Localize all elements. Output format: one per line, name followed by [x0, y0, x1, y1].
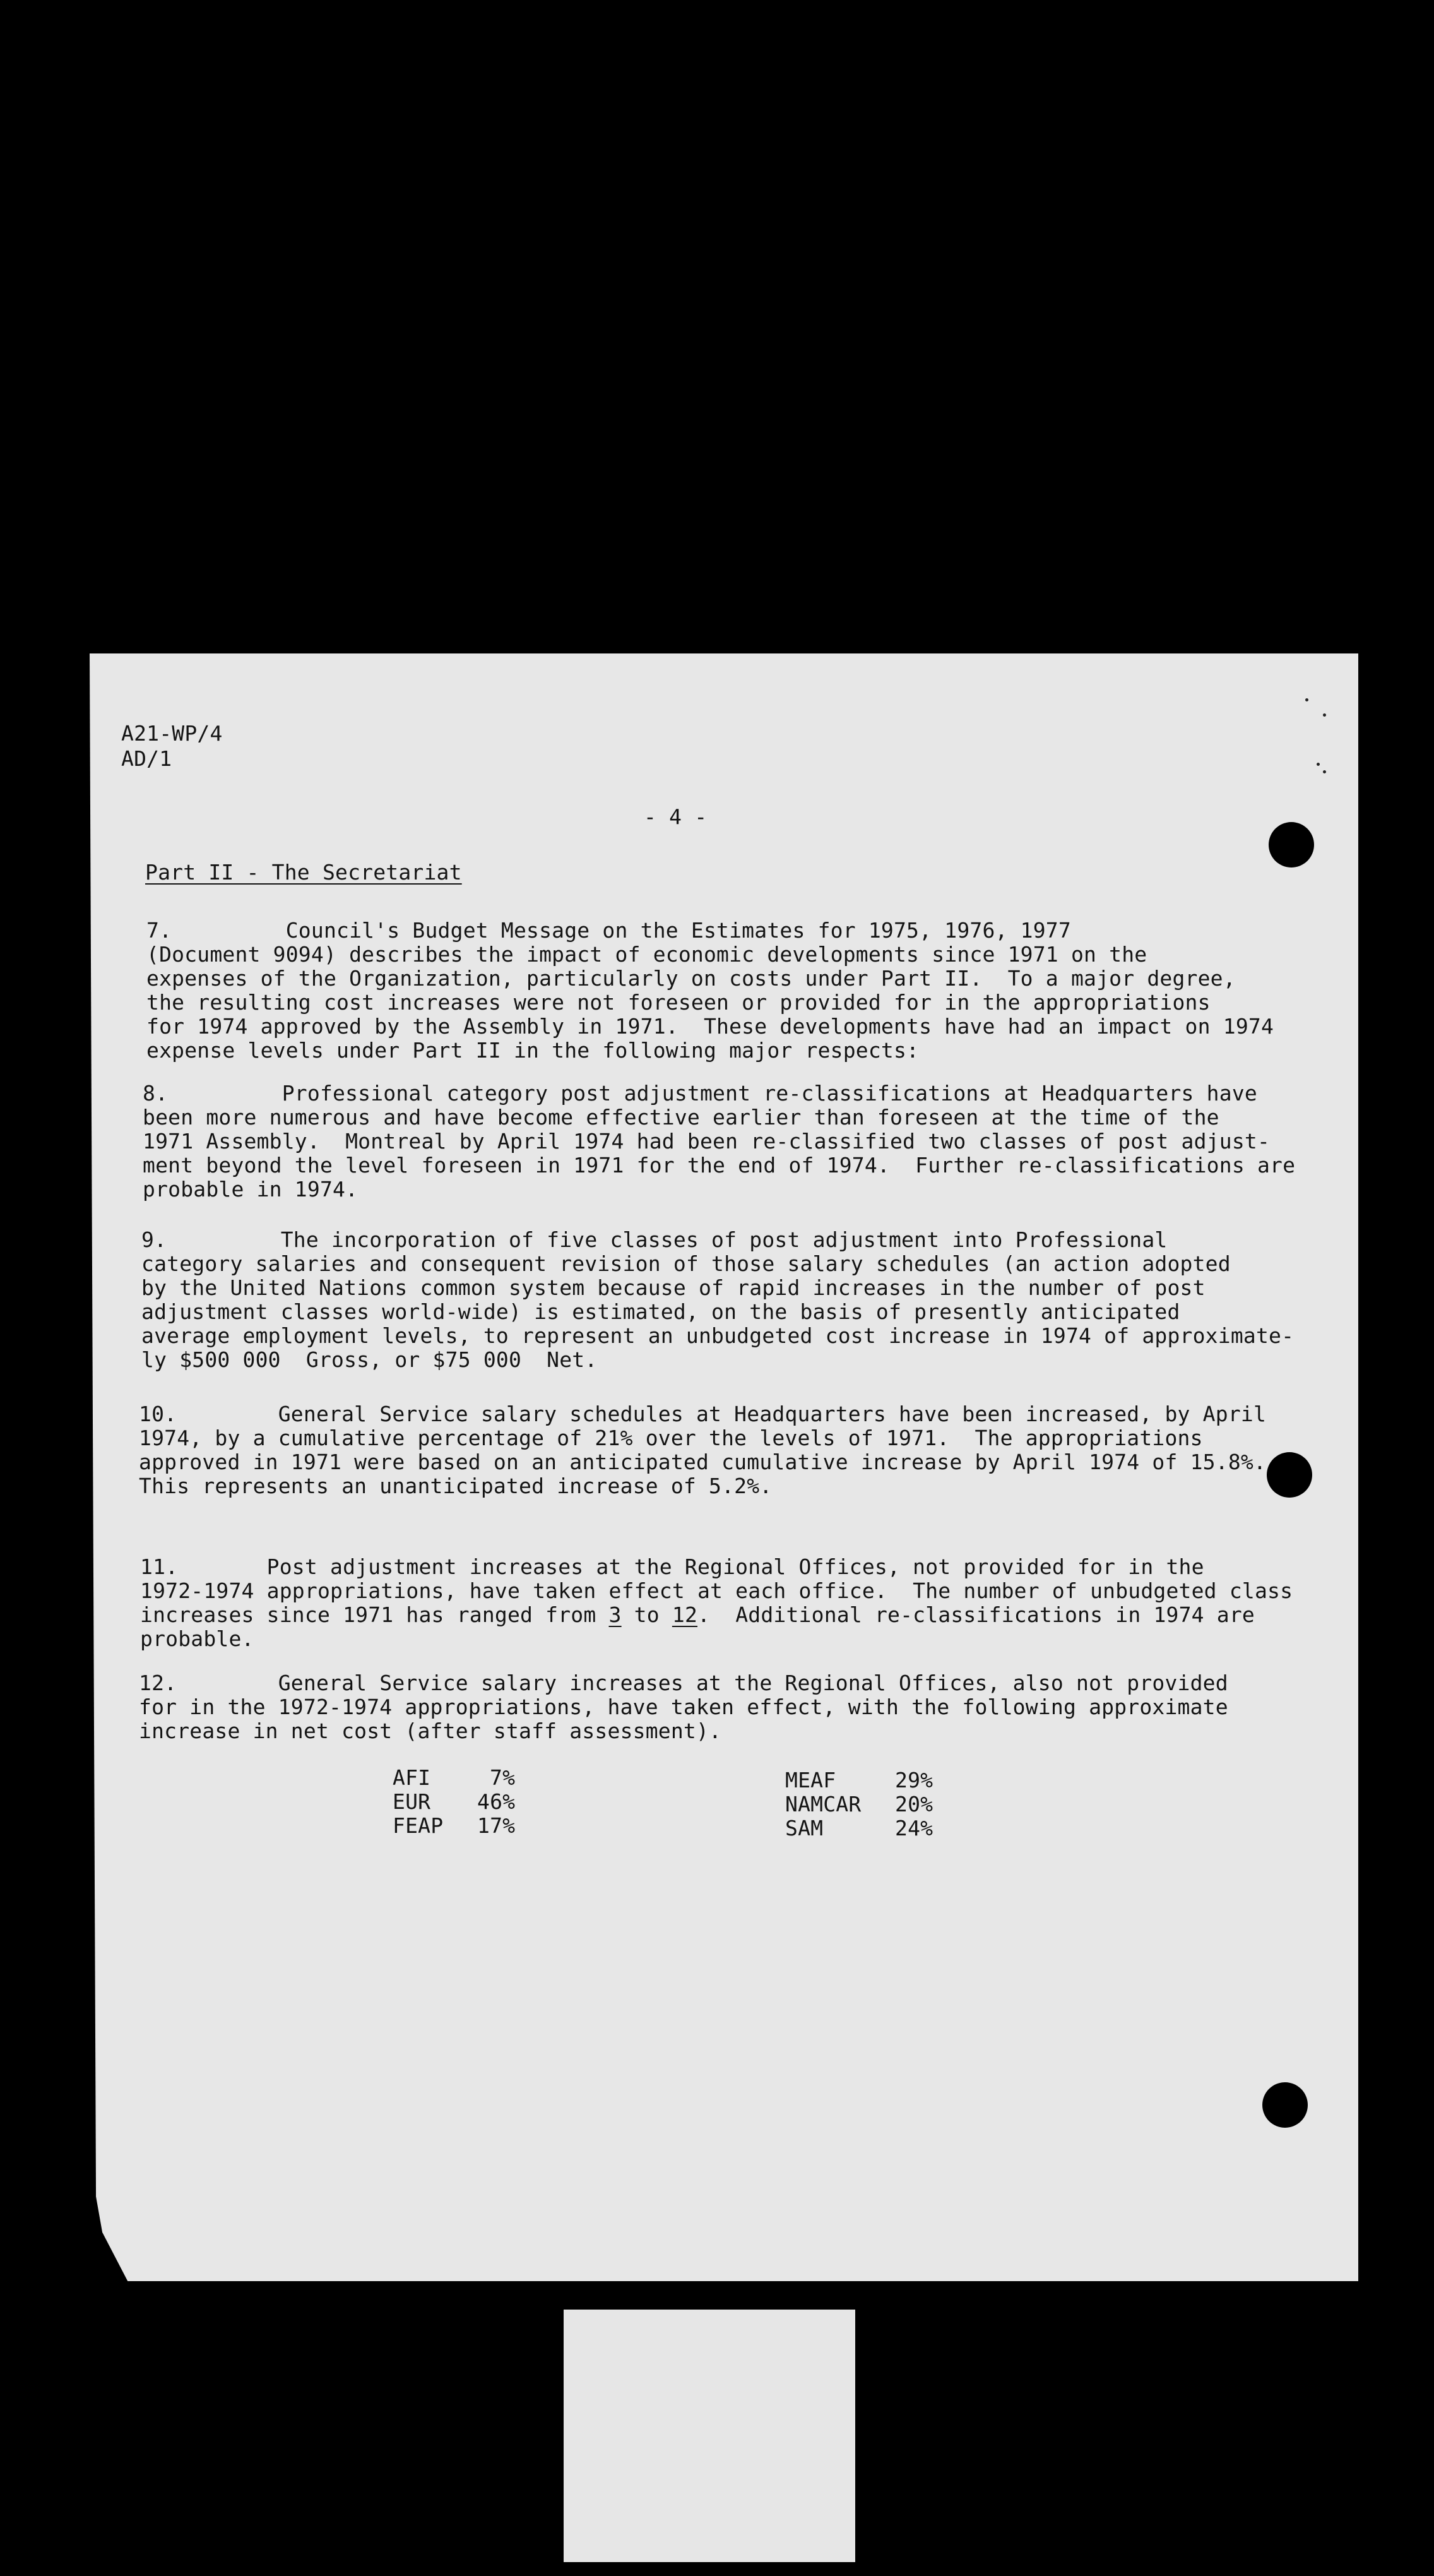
increase-value: 24%: [895, 1816, 933, 1840]
text-line: 7. Council's Budget Message on the Estimates for 1975, 1976, 1977: [146, 918, 1071, 943]
increase-value: 46%: [477, 1789, 516, 1814]
text-line: 12. General Service salary increases at the Regional Offices, also not provided: [139, 1671, 1228, 1695]
text-line: 8. Professional category post adjustment re-classifications at Headquarters have: [143, 1081, 1257, 1106]
office-code: EUR: [393, 1789, 431, 1814]
speck: [1323, 713, 1326, 717]
punch-hole-middle: [1267, 1452, 1312, 1498]
text-line: for 1974 approved by the Assembly in 1971. These developments have had an impact on 1974: [146, 1014, 1274, 1039]
text-line: 1971 Assembly. Montreal by April 1974 had been re-classified two classes of post adjust-: [143, 1129, 1271, 1154]
underlined-number: 12: [672, 1602, 698, 1627]
text-segment: to: [621, 1602, 672, 1627]
text-line: the resulting cost increases were not foreseen or provided for in the appropriations: [146, 990, 1211, 1015]
text-line: been more numerous and have become effective earlier than foreseen at the time of the: [143, 1105, 1219, 1130]
office-code: SAM: [785, 1816, 824, 1840]
section-title: Part II - The Secretariat: [145, 860, 462, 885]
office-code: NAMCAR: [785, 1792, 862, 1816]
text-line: adjustment classes world-wide) is estimated, on the basis of presently anticipated: [141, 1299, 1180, 1324]
text-line: 9. The incorporation of five classes of post adjustment into Professional: [141, 1227, 1168, 1252]
paper-slip: [564, 2310, 855, 2562]
text-line: This represents an unanticipated increase of 5.2%.: [139, 1474, 773, 1498]
punch-hole-top: [1269, 822, 1314, 868]
text-line: ment beyond the level foreseen in 1971 for the end of 1974. Further re-classifications are: [143, 1153, 1296, 1178]
office-code: FEAP: [393, 1813, 444, 1838]
text-line: probable in 1974.: [143, 1177, 358, 1202]
text-line: expense levels under Part II in the following major respects:: [146, 1038, 920, 1063]
page-number: - 4 -: [644, 804, 708, 829]
increase-value: 20%: [895, 1792, 933, 1816]
text-line: by the United Nations common system because of rapid increases in the number of post: [141, 1275, 1206, 1300]
document-reference-line1: A21-WP/4: [121, 721, 223, 746]
document-reference-line2: AD/1: [121, 746, 172, 771]
text-line: category salaries and consequent revision of those salary schedules (an action adopted: [141, 1251, 1231, 1276]
increase-value: 17%: [477, 1813, 516, 1838]
text-segment: increases since 1971 has ranged from: [140, 1602, 609, 1627]
text-line: ly $500 000 Gross, or $75 000 Net.: [141, 1347, 598, 1372]
text-line: for in the 1972-1974 appropriations, have taken effect, with the following approximate: [139, 1695, 1228, 1719]
punch-hole-bottom: [1262, 2082, 1308, 2128]
text-line: (Document 9094) describes the impact of economic developments since 1971 on the: [146, 942, 1147, 967]
increase-value: 7%: [490, 1765, 516, 1790]
text-line: expenses of the Organization, particularly on costs under Part II. To a major degree,: [146, 966, 1236, 991]
text-line: [140, 1602, 1255, 1627]
speck: [1305, 698, 1308, 701]
text-line: 10. General Service salary schedules at Headquarters have been increased, by April: [139, 1402, 1267, 1426]
increase-value: 29%: [895, 1768, 933, 1792]
office-code: AFI: [393, 1765, 431, 1790]
underlined-number: 3: [608, 1602, 622, 1627]
text-line: average employment levels, to represent an unbudgeted cost increase in 1974 of approximate-: [141, 1323, 1295, 1348]
text-line: probable.: [140, 1626, 254, 1651]
office-code: MEAF: [785, 1768, 836, 1792]
text-line: approved in 1971 were based on an anticipated cumulative increase by April 1974 of 15.8%.: [139, 1450, 1267, 1474]
text-line: 11. Post adjustment increases at the Regional Offices, not provided for in the: [140, 1554, 1204, 1579]
text-segment: . Additional re-classifications in 1974 are: [697, 1602, 1255, 1627]
speck: [1317, 763, 1320, 766]
text-line: 1972-1974 appropriations, have taken effect at each office. The number of unbudgeted class: [140, 1578, 1293, 1603]
text-line: increase in net cost (after staff assessment).: [139, 1719, 722, 1743]
text-line: 1974, by a cumulative percentage of 21% over the levels of 1971. The appropriations: [139, 1426, 1203, 1450]
speck: [1323, 770, 1326, 773]
